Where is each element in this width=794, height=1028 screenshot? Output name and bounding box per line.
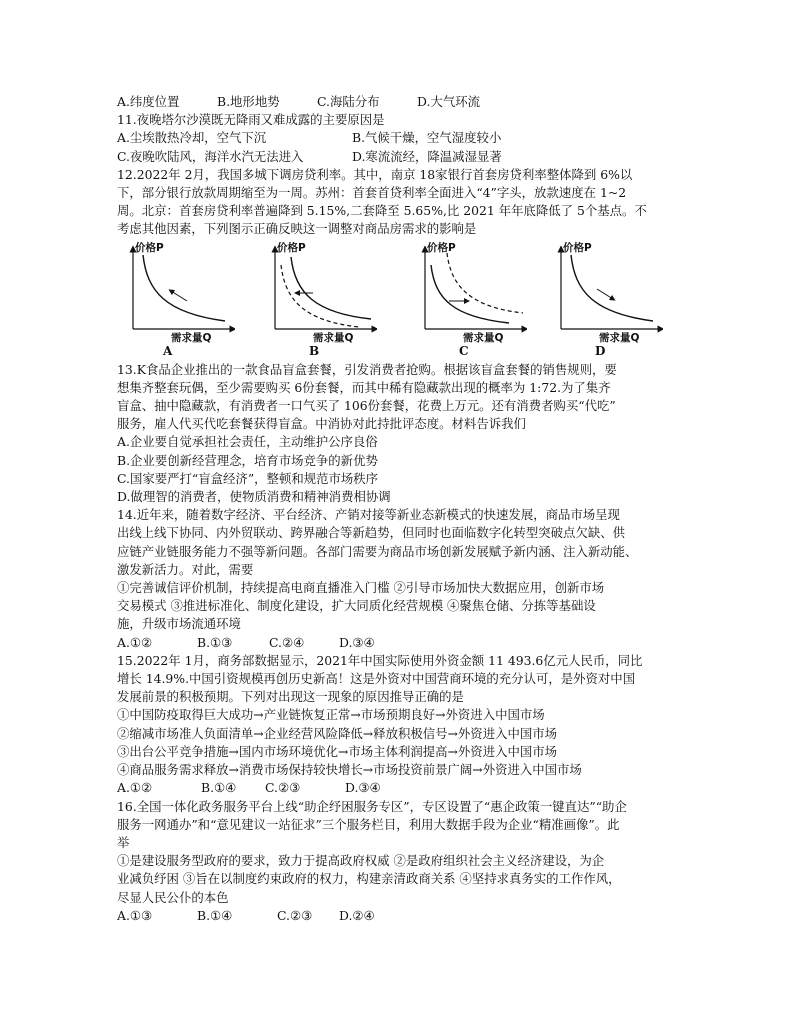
- q15-option-c[interactable]: C.②③: [265, 780, 301, 796]
- q11-option-d[interactable]: D.寒流流经，降温减湿显著: [352, 148, 502, 164]
- q15-stem-line: ①中国防疫取得巨大成功→产业链恢复正常→市场预期良好→外资进入中国市场: [117, 707, 545, 723]
- q14-stem-line: 14.近年来，随着数字经济、平台经济、产销对接等新业态新模式的快速发展，商品市场呈现: [117, 507, 620, 523]
- q14-options: [117, 634, 687, 652]
- q13-stem-line: 盲盒、抽中隐藏款，有消费者一口气买了 106份套餐，花费上万元。还有消费者购买“代吃”: [117, 398, 616, 414]
- q11-option-b[interactable]: B.气候干燥，空气湿度较小: [352, 130, 502, 146]
- q15-stem-line: 增长 14.9%.中国引资规模再创历史新高！这是外资对中国营商环境的充分认可，是外资对中国: [117, 671, 636, 687]
- q13-option-b[interactable]: B.企业要创新经营理念，培育市场竞争的新优势: [117, 452, 378, 468]
- q16-options: [117, 907, 687, 925]
- q16-option-a[interactable]: A.①③: [117, 907, 153, 923]
- graph-a-xlabel: 需求量Q: [171, 331, 212, 344]
- q10-option-a[interactable]: A.纬度位置: [117, 94, 180, 109]
- q14-stem-line: 交易模式 ③推进标准化、制度化建设，扩大同质化经营规模 ④聚焦仓储、分拣等基础设: [117, 598, 596, 614]
- q15-options: [117, 779, 687, 797]
- graph-d[interactable]: [553, 241, 663, 359]
- q12-demand-graphs: [117, 241, 687, 359]
- q14-stem-line: 应链产业链服务能力不强等新问题。各部门需要为商品市场创新发展赋予新内涵、注入新动能、: [117, 543, 638, 559]
- q13-stem-line: 想集齐整套玩偶，至少需要购买 6份套餐，而其中稀有隐藏款出现的概率为 1:72.为了集齐: [117, 379, 611, 395]
- graph-d-ylabel: 价格P: [563, 241, 592, 254]
- q16-stem-line: 16.全国一体化政务服务平台上线“助企纾困服务专区”，专区设置了“惠企政策一键直达”“助企: [117, 798, 627, 814]
- q14-stem-line: ①完善诚信评价机制，持续提高电商直播准入门槛 ②引导市场加快大数据应用，创新市场: [117, 580, 605, 596]
- q16-option-c[interactable]: C.②③: [277, 907, 313, 923]
- q15-stem-line: ②缩减市场准人负面清单→企业经营风险降低→释放积极信号→外资进入中国市场: [117, 725, 558, 741]
- q16-stem-line: 服务一网通办”和“意见建议一站征求”三个服务栏目，利用大数据手段为企业“精准画像”。此: [117, 816, 620, 832]
- graph-c-letter: C: [459, 344, 469, 359]
- graph-b-ylabel: 价格P: [277, 241, 306, 254]
- q16-option-d[interactable]: D.②④: [339, 907, 375, 923]
- exam-page: [117, 93, 687, 925]
- q15-option-d[interactable]: D.③④: [345, 780, 381, 796]
- q14-option-c[interactable]: C.②④: [269, 634, 305, 650]
- q12-stem-line: 周。北京：首套房贷利率普遍降到 5.15%,二套降至 5.65%,比 2021 年年底降低了 5个基点。不: [117, 203, 647, 219]
- q13-stem-line: 13.K食品企业推出的一款食品盲盒套餐，引发消费者抢购。根据该盲盒套餐的销售规则，要: [117, 361, 617, 377]
- q15-stem-line: ④商品服务需求释放→消费市场保持较快增长→市场投资前景广阔→外资进入中国市场: [117, 762, 582, 778]
- graph-c[interactable]: [417, 241, 527, 359]
- graph-c-ylabel: 价格P: [427, 241, 456, 254]
- graph-c-xlabel: 需求量Q: [463, 331, 504, 344]
- q11-option-c[interactable]: C.夜晚吹陆风，海洋水汽无法进入: [117, 148, 304, 164]
- q10-option-c[interactable]: C.海陆分布: [317, 94, 380, 109]
- q15-stem-line: 15.2022年 1月，商务部数据显示，2021年中国实际使用外资金额 11 493.6亿元人民币，同比: [117, 652, 643, 668]
- graph-a-ylabel: 价格P: [135, 241, 164, 254]
- q14-option-b[interactable]: B.①③: [197, 634, 233, 650]
- q10-options: [117, 93, 687, 111]
- graph-b[interactable]: [267, 241, 377, 359]
- q16-stem-line: 举: [117, 834, 130, 850]
- q13-stem-line: 服务，雇人代买代吃套餐获得盲盒。中消协对此持批评态度。材料告诉我们: [117, 416, 526, 432]
- graph-a[interactable]: [125, 241, 235, 359]
- q14-stem-line: 出线上线下协同、内外贸联动、跨界融合等新趋势，但同时也面临数字化转型突破点欠缺、供: [117, 525, 626, 541]
- graph-d-letter: D: [595, 344, 606, 359]
- graph-d-xlabel: 需求量Q: [599, 331, 640, 344]
- q14-stem-line: 激发新活力。对此，需要: [117, 561, 254, 577]
- graph-b-letter: B: [309, 344, 320, 359]
- q13-option-a[interactable]: A.企业要自觉承担社会责任，主动维护公序良俗: [117, 434, 378, 450]
- q14-option-d[interactable]: D.③④: [339, 634, 375, 650]
- graph-a-letter: A: [163, 344, 173, 359]
- q16-stem-line: 业减负纾困 ③旨在以制度约束政府的权力，构建亲清政商关系 ④坚持求真务实的工作作风，: [117, 871, 621, 887]
- q16-stem-line: 尽显人民公仆的本色: [117, 889, 229, 905]
- q11-option-a[interactable]: A.尘埃散热冷却，空气下沉: [117, 130, 267, 146]
- q12-stem-line: 下，部分银行放款周期缩至为一周。苏州：首套首贷利率全面进入“4”字头，放款速度在 1~2: [117, 185, 627, 201]
- q12-stem-line: 考虑其他因素，下列图示正确反映这一调整对商品房需求的影响是: [117, 221, 477, 237]
- q13-option-c[interactable]: C.国家要严打“盲盒经济”，整顿和规范市场秩序: [117, 470, 379, 486]
- q10-option-d[interactable]: D.大气环流: [417, 94, 480, 109]
- q15-option-a[interactable]: A.①②: [117, 780, 153, 796]
- q14-option-a[interactable]: A.①②: [117, 634, 153, 650]
- q16-stem-line: ①是建设服务型政府的要求，致力于提高政府权威 ②是政府组织社会主义经济建设，为企: [117, 853, 605, 869]
- q15-option-b[interactable]: B.①④: [201, 780, 237, 796]
- q11-stem: 11.夜晚塔尔沙漠既无降雨又难成露的主要原因是: [117, 112, 385, 128]
- q10-option-b[interactable]: B.地形地势: [217, 94, 280, 109]
- q15-stem-line: ③出台公平竞争措施→国内市场环境优化→市场主体利润提高→外资进入中国市场: [117, 743, 558, 759]
- q16-option-b[interactable]: B.①④: [197, 907, 233, 923]
- graph-b-xlabel: 需求量Q: [313, 331, 354, 344]
- q13-option-d[interactable]: D.做理智的消费者，使物质消费和精神消费相协调: [117, 489, 391, 505]
- q14-stem-line: 施，升级市场流通环境: [117, 616, 241, 632]
- q15-stem-line: 发展前景的积极预期。下列对出现这一现象的原因推导正确的是: [117, 689, 464, 705]
- q12-stem-line: 12.2022年 2月，我国多城下调房贷利率。其中，南京 18家银行首套房贷利率整体降到 6%以: [117, 166, 633, 182]
